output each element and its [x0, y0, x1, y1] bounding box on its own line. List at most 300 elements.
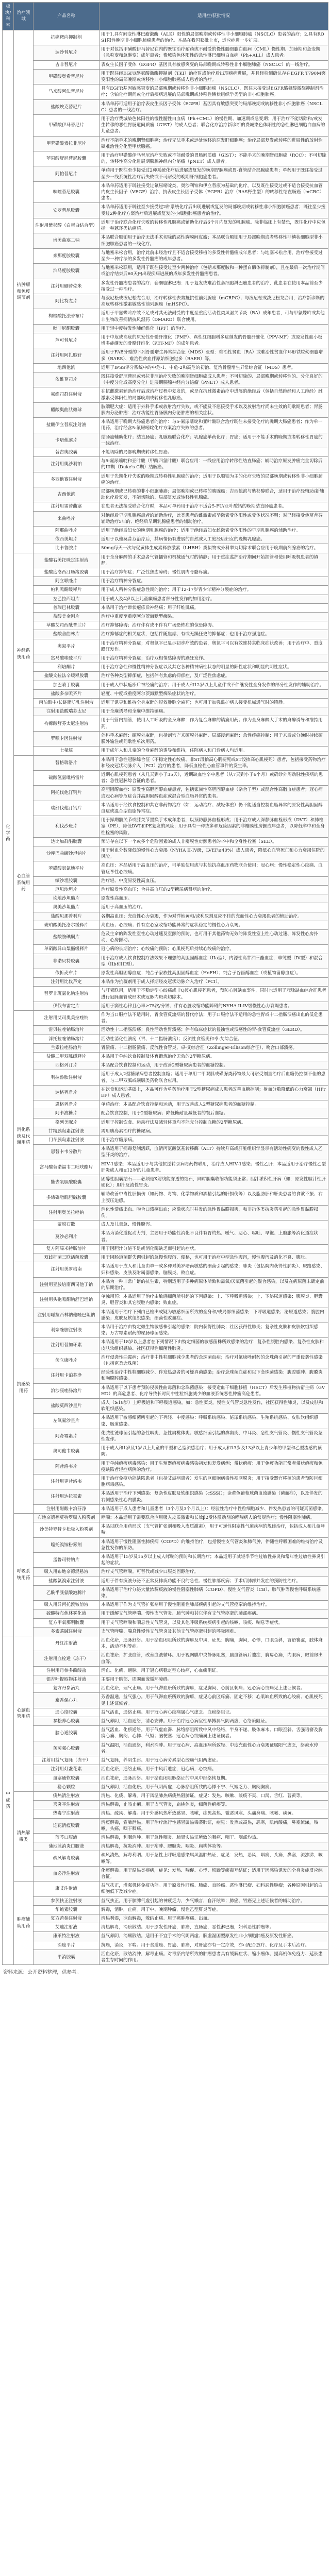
product-name-cell: 苹果酸舒尼替尼胶囊: [34, 151, 100, 166]
indication-cell: 不能切除的局部晚期或转移性胃癌。: [100, 448, 328, 456]
product-name-cell: 盐酸埃克替尼片: [34, 99, 100, 114]
table-row: [3, 1308, 328, 1323]
product-name-cell: 注射用达托霉素: [34, 1489, 100, 1504]
table-row: [3, 912, 328, 921]
product-name-cell: 注射用盐酸瑞芬太尼: [34, 707, 100, 716]
product-name-cell: 来曲唑片: [34, 511, 100, 526]
table-row: [3, 978, 328, 987]
table-row: [3, 1914, 328, 1923]
product-name-cell: 注射用奥沙利铂: [34, 457, 100, 472]
indication-cell: 活血化瘀，通络止痛。用于中风后遗症，冠心病，心绞痛。: [100, 1765, 328, 1774]
product-name-cell: 康艾注射液: [34, 1882, 100, 1896]
product-name-cell: 脑心通胶囊: [34, 1726, 100, 1741]
indication-cell: 清热解毒，抗炎消肿。用于疖肿、腮腺炎、咽炎、扁桃体炎等。: [100, 1842, 328, 1851]
indication-cell: 用于射血分数降低的慢性心力衰竭（NYHA II-IV级，LVEF≤40%）成人患者，降低心血管死亡和心力衰竭住院的风险。: [100, 846, 328, 861]
indication-cell: 在患者无法接受联合化疗时，本品可单药用于治疗不适合5-FU/亚叶酸钙的晚期结直肠癌患者。: [100, 502, 328, 511]
indication-cell: 益气养阴，活血通络，清心安神。用于治疗冠心病室性早搏属气阴两虚，心络瘀阻证。: [100, 1717, 328, 1726]
table-row: [3, 1253, 328, 1262]
table-row: [3, 837, 328, 846]
table-row: [3, 689, 328, 698]
category-cell: 化学药: [3, 30, 14, 1636]
table-row: [3, 801, 328, 816]
table-row: [3, 309, 328, 324]
table-row: [3, 1277, 328, 1292]
table-row: [3, 218, 328, 233]
product-name-cell: 连花清瘟胶囊: [34, 1818, 100, 1833]
indication-cell: 清热解毒，消瘀散结。用于原发性肝癌，肺癌，直肠癌，恶性淋巴瘤，妇科恶性肿瘤等。: [100, 1923, 328, 1932]
product-name-cell: 兰索拉唑肠溶片: [34, 1043, 100, 1052]
table-row: [3, 1585, 328, 1600]
indication-cell: 用于缓解支气管哮喘、慢性支气管炎、肺气肿和其它伴有支气管痉挛的肺部疾病。: [100, 1609, 328, 1618]
table-row: [3, 1474, 328, 1489]
product-name-cell: 甲磺酸伊马替尼片: [34, 115, 100, 137]
product-name-cell: 复方甲氧那明胶囊: [34, 1618, 100, 1627]
table-body: [3, 30, 328, 1964]
table-row: [3, 1932, 328, 1941]
product-name-cell: 盐酸氨溴索注射液: [34, 1577, 100, 1585]
therapy-area-cell: 神经系统用药: [14, 553, 34, 755]
table-row: [3, 333, 328, 348]
table-row: [3, 1765, 328, 1774]
indication-cell: 单药治疗：本品配合饮食控制和运动，用于改善成人2型糖尿病患者的血糖控制。: [100, 1100, 328, 1109]
indication-cell: 用于治疗抑郁症；广泛性焦虑障碍；慢性肌肉骨骼疼痛。: [100, 568, 328, 577]
product-name-cell: 泊马度胺胶囊: [34, 264, 100, 279]
product-name-cell: 利拉鲁肽注射液: [34, 1070, 100, 1085]
drug-table: [2, 2, 328, 1965]
indication-cell: 用于单纯疱疹病毒感染：用于生殖器疱疹病毒感染初发和复发病例；带状疱疹：用于免疫功能正常者带状疱疹和免疫缺陷者轻症病例的治疗。: [100, 1459, 328, 1474]
indication-cell: 芳香温通，益气强心。用于气滞血瘀所致的胸痹，症见心前区疼痛、固定不移；心肌缺血所致的心绞痛、心肌梗死见上述证候者。: [100, 1693, 328, 1708]
indication-cell: 用于治疗成人饮食控制疗法效果不理想的高胆固醇血症（IIa型），内源性高甘油三酯血症，单纯型（IV型）和混合型（IIb和III型）。: [100, 954, 328, 969]
product-name-cell: 多烯磷脂酰胆碱胶囊: [34, 1190, 100, 1205]
indication-cell: 活血祛瘀；扩张血管，改善血液循环。用于视网膜中央静脉阻塞，脑血管病后遗症，胸痹心痛，内眼病，眼前房出血等。: [100, 1651, 328, 1666]
indication-cell: 用于治疗费城染色体阳性的慢性髓性白血病（Ph+CML）的慢性期、加速期或急变期；用于治疗不能切除和/或发生转移的恶性胃肠道间质瘤（GIST）的成人患者；联合化疗治疗新诊断的费城染色体阳性的急性淋巴细胞白血病的儿童患者。: [100, 115, 328, 137]
table-row: [3, 1905, 328, 1914]
table-row: [3, 1717, 328, 1726]
indication-cell: 与地塞米松联用，适用于既往接受过至少两种治疗（包括来那度胺和一种蛋白酶体抑制剂），且在最后一次治疗期间或治疗结束后60天内出现疾病进展的成年多发性骨髓瘤患者。: [100, 264, 328, 279]
indication-cell: 本品适用于成人和儿童由单一或多种对美罗培南敏感的细菌引起的感染：肺炎（包括院内获得性肺炎）、尿路感染、妇科感染、皮肤及附属器感染、脑膜炎、败血症。: [100, 1262, 328, 1277]
indication-cell: 益气扶正。用于肺脾气虚引起的神疲乏力，少气懒言，自汗眩晕；肺癌、胃癌见上述证候者的辅助治疗。: [100, 1896, 328, 1905]
indication-cell: 清热解毒，止咳止痢。用于支气管炎，扁桃体炎，细菌性痢疾等。: [100, 1801, 328, 1809]
product-name-cell: 替罗非班氯化钠注射液: [34, 987, 100, 1002]
indication-cell: 适用于高血压的治疗。: [100, 903, 328, 912]
table-row: [3, 903, 328, 912]
indication-cell: 清热解毒，利咽消肿。用于急性咽炎、肺胃实热证所致的咽痛、咽干、咽部灼热。: [100, 1833, 328, 1842]
product-name-cell: 硫酸特布他林雾化液: [34, 1609, 100, 1618]
indication-cell: 治疗抑郁症的相关症状，包括伴随焦虑、有或无躁狂史的抑郁症；也用于治疗强迫症。: [100, 630, 328, 639]
table-row: [3, 1429, 328, 1444]
indication-cell: 对绝经后早期乳腺癌患者的辅助治疗，此类患者的雌激素或孕激素受体阳性或受体状况不明；对已经接受他莫昔芬辅助治疗5年的、绝经后早期乳腺癌患者的辅助治疗。: [100, 511, 328, 526]
table-row: [3, 363, 328, 372]
indication-cell: 活血化瘀，通脉舒络。用于瘀血闭阻所致的胸痹及中风，证见：胸痛，胸闷，心悸，口眼歪斜，言语謇涩，肢体麻木，活动不利等症。: [100, 1636, 328, 1651]
product-name-cell: 消癌平片: [34, 1941, 100, 1950]
product-name-cell: 血必净注射液: [34, 1866, 100, 1881]
table-row: [3, 1002, 328, 1010]
table-row: [3, 1923, 328, 1932]
product-name-cell: 氟维司群注射液: [34, 387, 100, 402]
product-name-cell: 马来酸阿法替尼片: [34, 84, 100, 99]
indication-cell: 危及生命的阵发性室性心动过速及室颤的预防，也可用于其他药物无效的阵发性室上性心动过速、阵发性心房扑动、心房颤动。: [100, 929, 328, 944]
table-row: [3, 502, 328, 511]
indication-cell: 本品适用于18岁以上患者在下列情况下由特定细菌的敏感菌株所致感染的治疗：复杂性腹腔内感染、复杂性皮肤和皮肤软组织感染、社区获得性细菌性肺炎。: [100, 1338, 328, 1353]
table-row: [3, 1568, 328, 1577]
product-name-cell: 泮托拉唑钠肠溶片: [34, 1035, 100, 1043]
product-name-cell: 富马酸替诺福韦二吡呋酯片: [34, 1160, 100, 1175]
indication-cell: 本品适用于治疗下列由已检出或疑为敏感细菌所致的全身和/或局部细菌感染：下呼吸道感染；泌尿道感染；腹腔内感染；皮肤及软组织感染；细菌性败血症。: [100, 1308, 328, 1323]
product-name-cell: 注射用灯盏花素: [34, 1765, 100, 1774]
product-name-cell: 孟鲁司特钠片: [34, 1553, 100, 1568]
table-row: [3, 1783, 328, 1791]
therapy-area-cell: 心血管系统用药: [14, 755, 34, 1011]
product-name-cell: 注射用艾司奥美拉唑钠: [34, 1011, 100, 1026]
product-name-cell: 富马酸喹硫平片: [34, 654, 100, 663]
therapy-area-cell: 心脑血管用药: [14, 1636, 34, 1792]
product-name-cell: 比卡鲁胺片: [34, 544, 100, 553]
product-name-cell: 蒲地蓝消炎口服液: [34, 1842, 100, 1851]
product-name-cell: 甘精胰岛素注射液: [34, 1127, 100, 1136]
indication-cell: 各期高血压；充血性心力衰竭，作为对洋地黄和/或利尿剂反应不佳的充血性心力衰竭患者的辅助治疗。: [100, 912, 328, 921]
product-name-cell: 地西他滨: [34, 363, 100, 372]
table-row: [3, 1522, 328, 1537]
table-row: [3, 945, 328, 954]
table-row: [3, 30, 328, 45]
indication-cell: 用于因肠道菌群失调引起的急慢性腹泻、便秘，也可用于治疗中型急性腹泻，慢性腹泻及消化不良、腹胀。: [100, 1253, 328, 1262]
product-name-cell: 缬沙坦胶囊: [34, 876, 100, 885]
therapy-area-cell: 呼吸系统用药: [14, 1514, 34, 1636]
indication-cell: 高血压；心绞痛；伴有左心室收缩功能异常的症状稳定的慢性心力衰竭。: [100, 921, 328, 929]
indication-cell: 适用于控制饮食、运动疗法及减轻体重均不能充分控制血糖的2型糖尿病。: [100, 1118, 328, 1127]
indication-cell: 活血化瘀，理气止痛。用于气滞血瘀所致的胸痹，症见胸闷、心前区刺痛；冠心病心绞痛见上述证候者。: [100, 1684, 328, 1693]
product-name-cell: 依维莫司片: [34, 372, 100, 387]
indication-cell: 益气扶正，增强机体免疫功能。用于原发性肝癌、肺癌、直肠癌、恶性淋巴瘤、妇科恶性肿瘤；各种原因引起的白细胞低下及减少症。: [100, 1882, 328, 1896]
table-row: [3, 1338, 328, 1353]
table-row: [3, 1833, 328, 1842]
product-name-cell: 丙泊酚中/长链脂肪乳注射液: [34, 699, 100, 707]
indication-cell: 适用于治疗联合化疗失败的转移性乳腺癌或辅助化疗后6个月内复发的乳腺癌。除非临床上有禁忌，既往化疗中应包括一种蒽环类抗癌药。: [100, 218, 328, 233]
indication-cell: 适用于绝经后妇女的晚期乳腺癌的治疗；适用于绝经后妇女雌激素受体阳性的早期乳腺癌的辅助治疗。: [100, 527, 328, 535]
product-name-cell: 阿奇霉素片: [34, 1429, 100, 1444]
product-name-cell: 注射用哌拉西林钠他唑巴坦钠: [34, 1308, 100, 1323]
product-name-cell: 通心络胶囊: [34, 1708, 100, 1717]
product-name-cell: 沙美特罗替卡松吸入粉雾剂: [34, 1522, 100, 1537]
indication-cell: 适用于先期化疗失败的晚期或转移性乳腺癌的治疗；适用于以顺铂为主的化疗失败的局部晚期或转移性非小细胞肺癌的治疗。: [100, 472, 328, 487]
table-row: [3, 1221, 328, 1229]
table-row: [3, 433, 328, 448]
indication-cell: 用于全身麻醉的手术患者气管插管和机械通气时的镇静；用于重症监护治疗期间开始插管和使用呼吸机患者的镇静。: [100, 553, 328, 568]
indication-cell: 化脓性链球菌引起的急性咽炎、急性扁桃体炎；敏感细菌引起的鼻窦炎、中耳炎、急性支气管炎、慢性支气管炎急性发作。: [100, 1429, 328, 1444]
table-row: [3, 166, 328, 181]
product-name-cell: 复方阿嗪米特肠溶片: [34, 1244, 100, 1253]
indication-cell: 本品适用于治疗下列感染：复杂性皮肤及软组织感染（cSSSI）；金黄色葡萄球菌血流感染（菌血症），以及伴发的右侧感染性心内膜炎。: [100, 1489, 328, 1504]
indication-cell: 活血化瘀，散结消肿，解毒止痛。对毒瘀内结所致的肿瘤患者具有缓解症状、缩小瘤体、提高机体免疫力、延长患者生存时间的作用。: [100, 1950, 328, 1964]
product-name-cell: 吉西他滨: [34, 487, 100, 502]
product-name-cell: 奥司他韦胶囊: [34, 1444, 100, 1459]
indication-cell: 用于治疗急性和慢性精神分裂症以及其它各种精神病性状态的明显的阳性症状和明显的阴性症状。: [100, 663, 328, 672]
footnote: 资料来源：公开资料整理，供参考。: [3, 1970, 82, 1976]
indication-cell: 单独用药：本品适用于治疗由敏感细菌所引起的下列感染：上、下呼吸道感染；上、下泌尿道感染；腹膜炎、胆囊炎、胆管炎和其它腹腔内感染；败血症。: [100, 1293, 328, 1308]
table-row: [3, 448, 328, 456]
table-row: [3, 1675, 328, 1684]
product-name-cell: 噻托溴铵粉雾剂: [34, 1537, 100, 1552]
table-row: [3, 731, 328, 746]
product-name-cell: 非诺贝特胶囊: [34, 954, 100, 969]
indication-cell: 治疗侵袭性曲霉病；治疗非中性粒细胞减少患者的念珠菌血症；治疗对氟康唑耐药的念珠菌引起的严重侵袭性感染（包括克柔念珠菌）。: [100, 1353, 328, 1368]
indication-cell: 用于治疗精神分裂症；治疗双相情感障碍的躁狂发作。: [100, 654, 328, 663]
indication-cell: 用于成年人和儿童的全身麻醉的诱导和维持，住院病人和门诊病人均适用。: [100, 747, 328, 755]
indication-cell: 用于治疗糖尿病。: [100, 1136, 328, 1145]
product-name-cell: 注射用雷替曲塞: [34, 502, 100, 511]
product-name-cell: 痰热清注射液: [34, 1791, 100, 1800]
product-name-cell: 甲磺酸奥希替尼片: [34, 69, 100, 84]
table-row: [3, 1791, 328, 1800]
product-name-cell: 泊沙康唑肠溶片: [34, 1383, 100, 1398]
table-row: [3, 1053, 328, 1061]
product-name-cell: 依折麦布片: [34, 969, 100, 977]
product-name-cell: 盐酸贝那普利片: [34, 912, 100, 921]
product-name-cell: 注射用阿扎胞苷: [34, 348, 100, 363]
product-name-cell: 注射用醋酸卡泊芬净: [34, 1504, 100, 1513]
table-row: [3, 885, 328, 894]
indication-cell: 支气管哮喘、喘息性慢性支气管炎及其他支气管痉挛引起的呼吸困难。: [100, 1627, 328, 1636]
product-name-cell: 注射用紫杉醇（白蛋白结合型）: [34, 218, 100, 233]
product-name-cell: 盐酸度洛西汀肠溶胶囊: [34, 568, 100, 577]
indication-cell: 用于气管内插管，使用人工呼吸的全身麻醉：作为复合麻醉的镇痛用药；作为全身麻醉大手术的麻醉诱导和维持用药。: [100, 716, 328, 731]
table-row: [3, 69, 328, 84]
table-row: [3, 115, 328, 137]
indication-cell: 与肝素联用，适用于不稳定型心绞痛或非Q波心肌梗死患者，预防心脏缺血事件，同时也适用于冠脉缺血综合征患者进行冠脉血管成形术或冠脉内斑块切除术。: [100, 987, 328, 1002]
table-row: [3, 1160, 328, 1175]
table-row: [3, 1866, 328, 1881]
table-row: [3, 876, 328, 885]
table-row: [3, 1774, 328, 1783]
table-row: [3, 639, 328, 654]
table-row: [3, 816, 328, 838]
indication-cell: 与5-氟尿嘧啶和亚叶酸（甲酰四氢叶酸）联合应用：一线应用治疗转移性结直肠癌；辅助治疗原发肿瘤完全切除后的III期（Duke's C期）结肠癌。: [100, 457, 328, 472]
product-name-cell: 华蟾素胶囊: [34, 1905, 100, 1914]
table-row: [3, 1553, 328, 1568]
indication-cell: 本品为消化道促动力剂，主要用于功能性消化不良伴有胃灼热、嗳气、恶心、呕吐、早饱、上腹胀等消化道症状者。: [100, 1229, 328, 1244]
indication-cell: 化瘀解毒。用于温热类疾病，症见：发热、喘促、心悸、烦躁等瘀毒互结证；适用于因感染诱发的全身炎症反应综合征。: [100, 1866, 328, 1881]
indication-cell: 作为当口服疗法不适用时，胃食管反流病的替代疗法；用于口服疗法不适用的急性胃或十二指肠溃疡出血的低危患者。: [100, 1011, 328, 1026]
product-name-cell: 苯磺酸氨氯地平片: [34, 861, 100, 876]
table-row: [3, 1651, 328, 1666]
product-name-cell: 复方丹参滴丸: [34, 1684, 100, 1693]
table-row: [3, 1693, 328, 1708]
indication-cell: 清热、疏风、解毒。用于外感风热所致感冒、咳嗽，症见高热、微恶风寒、头痛身痛、咳嗽、痰黄。: [100, 1809, 328, 1818]
indication-cell: 治疗支气管哮喘。可替代或减少口服类固醇治疗。: [100, 1568, 328, 1577]
table-row: [3, 1398, 328, 1413]
product-name-cell: 盐酸右美托咪定注射液: [34, 553, 100, 568]
product-name-cell: 吸入用异丙托溴铵溶液: [34, 1601, 100, 1609]
table-row: [3, 1601, 328, 1609]
indication-cell: 活血、化瘀、通脉。用于冠心病稳定型心绞痛，心血瘀阻证。: [100, 1666, 328, 1675]
product-name-cell: 普瑞巴林胶囊: [34, 603, 100, 612]
product-name-cell: 丹红注射液: [34, 1636, 100, 1651]
table-row: [3, 1175, 328, 1190]
table-row: [3, 672, 328, 681]
therapy-area-cell: 抗肿瘤和免疫调节剂: [14, 30, 34, 553]
indication-cell: 本品单药适用于既往至少接受过2种系统化疗后出现进展或复发的局部晚期或转移性非小细胞肺癌患者；既往至少接受过2种化疗方案治疗后进展或复发的小细胞肺癌患者的治疗。: [100, 203, 328, 218]
table-row: [3, 387, 328, 402]
indication-cell: 用于中危或高危的原发性骨髓纤维化（PMF）、真性红细胞增多症继发的骨髓纤维化（PPV-MF）或原发性血小板增多症继发的骨髓纤维化（PET-MF）的成年患者。: [100, 333, 328, 348]
table-row: [3, 511, 328, 526]
product-name-cell: 银杏叶提取物注射液: [34, 1675, 100, 1684]
product-name-cell: 注射用比伐芦定: [34, 978, 100, 987]
product-name-cell: 门冬胰岛素注射液: [34, 1136, 100, 1145]
product-name-cell: 艾迪注射液: [34, 1923, 100, 1932]
product-name-cell: 复方苦参注射液: [34, 1914, 100, 1923]
product-name-cell: 七氟烷: [34, 747, 100, 755]
indication-cell: 消化性溃疡出血、吻合口溃疡出血；应激状态时并发的急性胃黏膜损害，和非甾体类抗炎药引起的急性胃黏膜损伤。: [100, 1205, 328, 1220]
table-row: [3, 487, 328, 502]
product-name-cell: 伊伐布雷定片: [34, 1002, 100, 1010]
table-row: [3, 921, 328, 929]
product-name-cell: 阿比特龙片: [34, 294, 100, 309]
indication-cell: 清热、化痰、解毒。用于风温肺热病痰热阻肺证，症见：发热、咳嗽、咳痰不爽、口渴、舌红、苔黄等。: [100, 1791, 328, 1800]
product-name-cell: 达比加群酯胶囊: [34, 837, 100, 846]
indication-cell: 本品适用于作为支气管扩张剂用于慢性阻塞性肺部疾病引起的支气管痉挛的维持治疗。: [100, 1601, 328, 1609]
product-name-cell: 注射用头孢哌酮钠舒巴坦钠: [34, 1293, 100, 1308]
product-name-cell: 安罗替尼胶囊: [34, 203, 100, 218]
product-name-cell: 注射用硼替佐米: [34, 279, 100, 294]
table-row: [3, 969, 328, 977]
product-name-cell: 盐酸美金刚片: [34, 613, 100, 621]
product-name-cell: 热毒宁注射液: [34, 1809, 100, 1818]
product-name-cell: 阿卡波糖片: [34, 1109, 100, 1118]
table-row: [3, 324, 328, 333]
product-name-cell: 呋喹替尼胶囊: [34, 181, 100, 203]
table-row: [3, 1353, 328, 1368]
product-name-cell: 利伐沙班片: [34, 816, 100, 838]
product-name-cell: 麝香保心丸: [34, 1693, 100, 1708]
table-row: [3, 181, 328, 203]
table-row: [3, 60, 328, 69]
indication-cell: 50mg每天一次与促黄体生成素释放激素（LHRH）类似物或外科睾丸切除术联合应用于晚期前列腺癌的治疗。: [100, 544, 328, 553]
product-name-cell: 帕利哌酮缓释片: [34, 586, 100, 595]
product-name-cell: 左乙拉西坦片: [34, 595, 100, 603]
product-name-cell: 阿那曲唑片: [34, 527, 100, 535]
product-name-cell: 加巴喷丁胶囊: [34, 681, 100, 689]
indication-cell: 预防存在以下一个或多个危险因素的成人非瓣膜性房颤患者的卒中和全身性栓塞（SEE）。: [100, 837, 328, 846]
product-name-cell: 甲苯磺酸索拉非尼片: [34, 136, 100, 151]
table-row: [3, 1127, 328, 1136]
indication-cell: 本品适用于成人患者和儿童患者（3个月及3个月以上）：经验性治疗中性粒细胞减少、伴发热患者的可疑真菌感染。: [100, 1504, 328, 1513]
indication-cell: 辅助改善中毒性肝损伤（如药物、毒物、化学物质和酒精引起的肝损伤等）以及脂肪肝和肝炎患者的食欲不振、右上腹压迫感。: [100, 1190, 328, 1205]
indication-cell: 适用于诱导和维持全身麻醉的短效静脉全麻药；也可用于加强监护病人接受机械通气时的镇静。: [100, 699, 328, 707]
product-name-cell: 康莱特注射液: [34, 1932, 100, 1941]
indication-cell: 用于治疗精神分裂症。: [100, 577, 328, 586]
indication-cell: 益气活血，通络止痛。用于冠心病心绞痛属心气虚乏、血瘀络阻证。: [100, 1708, 328, 1717]
indication-cell: 用于治疗免疫功能缺陷患者（包括艾滋病患者）发生的巨细胞病毒性视网膜炎；用于接受器官移植的患者预防巨细胞病毒感染。: [100, 1474, 328, 1489]
table-row: [3, 1109, 328, 1118]
indication-cell: 治疗中重度至重度阿尔茨海默型痴呆。: [100, 613, 328, 621]
indication-cell: 成人（≥18岁）上呼吸道和下呼吸道感染，如：急性窦炎，慢性支气管炎急性发作，社区获得性肺炎，以及皮肤和软组织感染。: [100, 1398, 328, 1413]
therapy-area-cell: 消化系统及代谢用药: [14, 1011, 34, 1262]
indication-cell: 用于既往经EGFR酪氨酸激酶抑制剂（TKI）治疗时或治疗后出现疾病进展，并且经检测确认存在EGFR T790M突变阳性的局部晚期或转移性非小细胞肺癌成人患者的治疗。: [100, 69, 328, 84]
product-name-cell: 吉非替尼片: [34, 60, 100, 69]
table-row: [3, 1100, 328, 1109]
table-row: [3, 1756, 328, 1765]
indication-cell: 适用于成人2型糖尿病患者控制血糖；适用于单用二甲双胍或磺脲类药物最大可耐受剂量治疗后血糖仍控制不佳的患者，与二甲双胍或磺脲类药物联合应用。: [100, 1070, 328, 1085]
product-name-cell: 盐酸二甲双胍缓释片: [34, 1053, 100, 1061]
indication-cell: 与地塞米松合用，治疗此前未经治疗且不适合接受移植的多发性骨髓瘤成年患者；与地塞米松合用，治疗曾接受过至少一种疗法的多发性骨髓瘤的成年患者。: [100, 248, 328, 263]
product-name-cell: 盐酸文拉法辛缓释胶囊: [34, 672, 100, 681]
product-name-cell: 注射用亚胺培南西司他丁钠: [34, 1277, 100, 1292]
indication-cell: 本品配合饮食控制和运动，用于改善2型糖尿病患者的血糖控制。: [100, 1061, 328, 1070]
table-row: [3, 603, 328, 612]
indication-cell: 用于支气管哮喘和喘息性支气管炎，以及其他呼吸系统疾病引起的咳嗽、咳痰、喘息等症状。: [100, 1618, 328, 1627]
indication-cell: 益气复脉，养阴生津。用于冠心病劳累型心绞痛气阴两虚证。: [100, 1756, 328, 1765]
table-row: [3, 1708, 328, 1717]
indication-cell: 活动性十二指肠溃疡；良性活动性胃溃疡；伴有临床症状的侵蚀性或溃疡性的胃-食管反流症（GERD）。: [100, 1026, 328, 1035]
product-name-cell: 双歧杆菌三联活菌胶囊: [34, 1253, 100, 1262]
table-row: [3, 1851, 328, 1866]
indication-cell: 治疗不能手术的晚期肾细胞癌；治疗无法手术或远处转移的原发肝细胞癌；治疗局部复发或转移的进展性的放射性碘难治性分化型甲状腺癌。: [100, 136, 328, 151]
indication-cell: 本品单药适用于既往接受过氟尿嘧啶类、奥沙利铂和伊立替康为基础的化疗，以及既往接受过或不适合接受抗血管内皮生长因子（VEGF）治疗、抗表皮生长因子受体（EGFR）治疗（RAS野生型）的转移性结直肠癌（mCRC）患者。: [100, 181, 328, 203]
product-name-cell: 注射用更昔洛韦: [34, 1474, 100, 1489]
table-row: [3, 707, 328, 716]
table-row: [3, 621, 328, 630]
product-name-cell: 阿托伐他汀钙片: [34, 786, 100, 801]
product-name-cell: 吸入用布地奈德混悬液: [34, 1568, 100, 1577]
indication-cell: 冠心病的长期治疗；心绞痛的预防；心肌梗死后持续心绞痛的治疗。: [100, 945, 328, 954]
table-row: [3, 663, 328, 672]
indication-cell: 适用于甲氨蝶呤疗效不足或对其无法耐受的中度至重度活动性类风湿关节炎（RA）成年患者，可与甲氨蝶呤或其他非生物改善病情抗风湿药（DMARD）联合使用。: [100, 309, 328, 324]
table-row: [3, 716, 328, 731]
table-row: [3, 1368, 328, 1383]
product-name-cell: 利奈唑胺注射液: [34, 1323, 100, 1337]
indication-cell: 主要用于脑部、周围血流循环障碍。: [100, 1675, 328, 1684]
table-row: [3, 755, 328, 770]
product-name-cell: 来那度胺胶囊: [34, 248, 100, 263]
table-row: [3, 1726, 328, 1741]
indication-cell: 胃溃疡、十二指肠溃疡、反流性食管炎、卓-艾综合征（Zollinger-Ellison综合征）、吻合口部溃疡。: [100, 1043, 328, 1052]
table-row: [3, 45, 328, 60]
product-name-cell: 注射用替加环素: [34, 1338, 100, 1353]
table-row: [3, 136, 328, 151]
product-name-cell: 琥珀酸美托洛尔缓释片: [34, 921, 100, 929]
table-row: [3, 1444, 328, 1459]
table-row: [3, 99, 328, 114]
table-row: [3, 1809, 328, 1818]
indication-cell: 本品用于治疗带状疱疹后神经痛；用于纤维肌痛。: [100, 603, 328, 612]
indication-cell: 成人及儿童急、慢性腹泻。: [100, 1221, 328, 1229]
indication-cell: 用于治疗甲磺酸伊马替尼治疗失败或不能耐受的胃肠间质瘤（GIST）；不能手术的晚期肾细胞癌（RCC）；不可切除的，转移性高分化进展期胰腺神经内分泌瘤（pNET）成人患者。: [100, 151, 328, 166]
table-row: [3, 1741, 328, 1756]
product-name-cell: 多西他赛注射液: [34, 472, 100, 487]
table-row: [3, 553, 328, 568]
product-name-cell: 注射用益气复脉（冻干）: [34, 1756, 100, 1765]
product-name-cell: 参松养心胶囊: [34, 1717, 100, 1726]
indication-cell: 活血祛瘀，通脉活络。用于瘀血闭阻脉络证的中风中经络恢复期。: [100, 1774, 328, 1783]
indication-cell: 与泼尼松或泼尼松龙合用，治疗转移性去势抵抗性前列腺癌（mCRPC）；与泼尼松或泼尼松龙合用，治疗新诊断的高危转移性激素敏感性前列腺癌（mHSPC）。: [100, 294, 328, 309]
table-row: [3, 1684, 328, 1693]
indication-cell: 用于成人精神分裂症急性期的治疗；用于12-17岁青少年精神分裂症的治疗。: [100, 586, 328, 595]
product-name-cell: 草酸艾司西酞普兰片: [34, 621, 100, 630]
table-row: [3, 1414, 328, 1429]
product-name-cell: 达格列净片: [34, 1085, 100, 1100]
table-row: [3, 544, 328, 553]
indication-cell: 本品适用于晚期大肠癌患者的治疗：与5-氟尿嘧啶和亚叶酸联合治疗既往未接受化疗的晚期大肠癌患者；作为单一用药，治疗经含5-氟尿嘧啶化疗方案治疗失败的患者。: [100, 418, 328, 433]
product-name-cell: 枸橼酸托法替布片: [34, 309, 100, 324]
table-row: [3, 418, 328, 433]
table-row: [3, 1136, 328, 1145]
indication-cell: 局部晚期或已转移的非小细胞肺癌；局部晚期或已转移的胰腺癌；吉西他滨与紫杉醇联合，适用于治疗经辅助/新辅助化疗后复发，不能切除的、局部复发或转移性乳腺癌。: [100, 487, 328, 502]
product-name-cell: 阿立哌唑片: [34, 577, 100, 586]
indication-cell: 需用胰岛素治疗的糖尿病。: [100, 1127, 328, 1136]
indication-cell: 用于择期髋关节或膝关节置换手术成年患者，以预防静脉血栓形成；用于治疗成人深静脉血栓形成（DVT）和肺栓塞（PE），降低DVT和PE复发的风险；用于具有一种或多种危险因素的非瓣膜性房颤成年患者，以降低卒中和全身性栓塞的风险。: [100, 816, 328, 838]
table-row: [3, 1537, 328, 1552]
table-row: [3, 1950, 328, 1964]
